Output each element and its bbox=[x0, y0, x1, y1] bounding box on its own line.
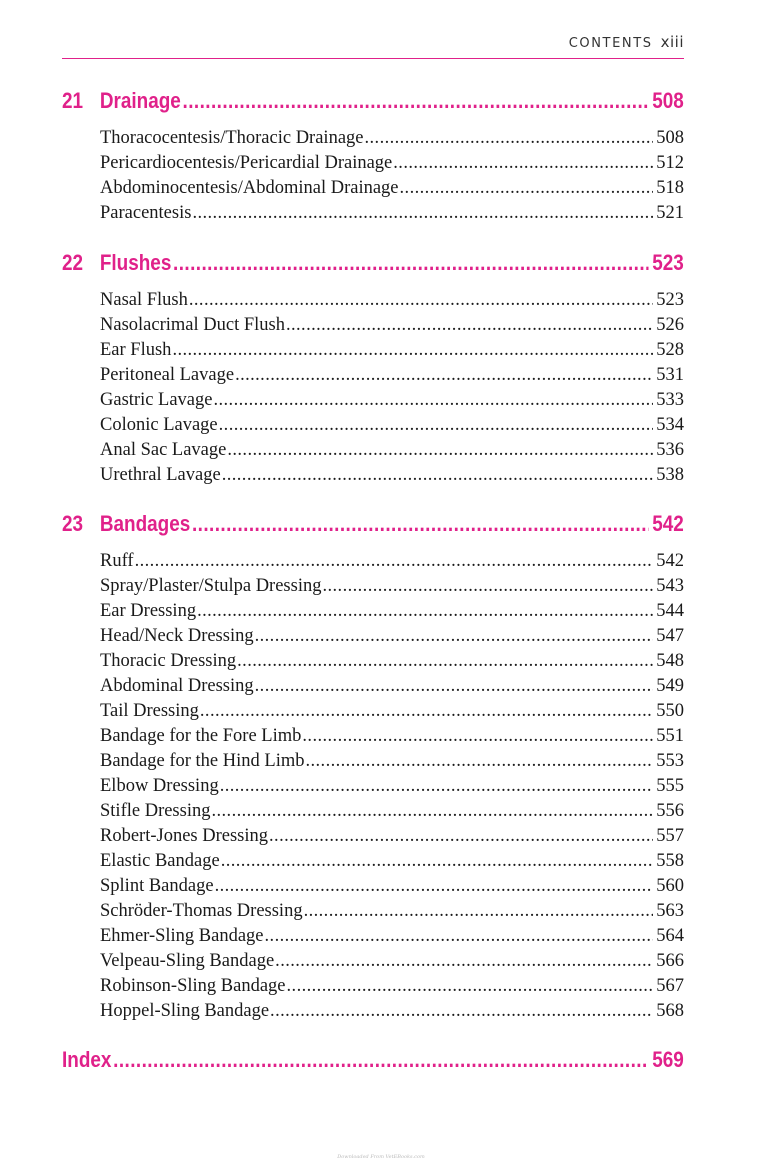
leader-dots bbox=[275, 951, 653, 972]
toc-entry[interactable] bbox=[100, 178, 684, 202]
chapter-title: Flushes bbox=[99, 250, 172, 275]
leader-dots bbox=[302, 726, 653, 747]
toc-entry[interactable] bbox=[100, 551, 684, 575]
entry-page: 550 bbox=[656, 701, 684, 721]
entry-page: 523 bbox=[656, 290, 684, 310]
entry-page: 547 bbox=[656, 626, 684, 646]
entry-label: Thoracocentesis/Thoracic Drainage bbox=[100, 128, 364, 148]
leader-dots bbox=[219, 415, 654, 436]
leader-dots bbox=[197, 601, 653, 622]
leader-dots bbox=[192, 203, 653, 224]
entry-label: Pericardiocentesis/Pericardial Drainage bbox=[100, 153, 393, 173]
toc-entry[interactable] bbox=[100, 926, 684, 950]
leader-dots bbox=[269, 826, 653, 847]
toc-entry[interactable] bbox=[100, 676, 684, 700]
leader-dots bbox=[183, 88, 649, 114]
entry-page: 538 bbox=[656, 465, 684, 485]
entry-label: Nasal Flush bbox=[100, 290, 188, 310]
leader-dots bbox=[189, 290, 653, 311]
leader-dots bbox=[255, 676, 654, 697]
entry-page: 558 bbox=[656, 851, 684, 871]
toc-entry[interactable] bbox=[100, 951, 684, 975]
leader-dots bbox=[220, 776, 654, 797]
entry-page: 556 bbox=[656, 801, 684, 821]
leader-dots bbox=[305, 751, 653, 772]
toc-entry[interactable] bbox=[100, 128, 684, 152]
entry-label: Ehmer-Sling Bandage bbox=[100, 926, 264, 946]
leader-dots bbox=[304, 901, 654, 922]
running-head-label: CONTENTS bbox=[568, 36, 653, 51]
entry-page: 533 bbox=[656, 390, 684, 410]
entry-page: 536 bbox=[656, 440, 684, 460]
toc-entry[interactable] bbox=[100, 726, 684, 750]
toc-entry[interactable] bbox=[100, 901, 684, 925]
entry-page: 542 bbox=[656, 551, 684, 571]
leader-dots bbox=[192, 511, 649, 537]
toc-entry[interactable] bbox=[100, 701, 684, 725]
leader-dots bbox=[393, 153, 653, 174]
entry-label: Nasolacrimal Duct Flush bbox=[100, 315, 285, 335]
entry-page: 518 bbox=[656, 178, 684, 198]
toc-entry[interactable] bbox=[100, 415, 684, 439]
leader-dots bbox=[227, 440, 653, 461]
page-folio: xiii bbox=[660, 33, 684, 51]
toc-entry[interactable] bbox=[100, 801, 684, 825]
entry-page: 534 bbox=[656, 415, 684, 435]
entry-label: Elastic Bandage bbox=[100, 851, 220, 871]
leader-dots bbox=[255, 626, 654, 647]
entry-label: Colonic Lavage bbox=[100, 415, 218, 435]
toc-entry[interactable] bbox=[100, 203, 684, 227]
entry-label: Hoppel-Sling Bandage bbox=[100, 1001, 270, 1021]
leader-dots bbox=[213, 390, 653, 411]
entry-label: Robert-Jones Dressing bbox=[100, 826, 269, 846]
leader-dots bbox=[286, 315, 653, 336]
toc-entry[interactable] bbox=[100, 365, 684, 389]
chapter-page: 542 bbox=[652, 511, 684, 536]
index-title: Index bbox=[62, 1047, 112, 1072]
entry-label: Spray/Plaster/Stulpa Dressing bbox=[100, 576, 322, 596]
toc-entry[interactable] bbox=[100, 776, 684, 800]
entry-page: 526 bbox=[656, 315, 684, 335]
entry-page: 553 bbox=[656, 751, 684, 771]
leader-dots bbox=[221, 851, 654, 872]
entry-label: Elbow Dressing bbox=[100, 776, 219, 796]
entry-label: Bandage for the Hind Limb bbox=[100, 751, 305, 771]
entry-label: Bandage for the Fore Limb bbox=[100, 726, 302, 746]
leader-dots bbox=[173, 250, 649, 276]
leader-dots bbox=[265, 926, 654, 947]
leader-dots bbox=[235, 365, 653, 386]
entry-label: Stifle Dressing bbox=[100, 801, 211, 821]
leader-dots bbox=[237, 651, 653, 672]
entry-label: Gastric Lavage bbox=[100, 390, 213, 410]
entry-label: Ear Dressing bbox=[100, 601, 197, 621]
toc-entry[interactable] bbox=[100, 851, 684, 875]
index-heading[interactable] bbox=[62, 1047, 684, 1077]
running-head bbox=[569, 33, 684, 51]
chapter-page: 523 bbox=[652, 250, 684, 275]
entry-label: Abdominocentesis/Abdominal Drainage bbox=[100, 178, 399, 198]
leader-dots bbox=[270, 1001, 653, 1022]
entry-label: Thoracic Dressing bbox=[100, 651, 237, 671]
entry-label: Tail Dressing bbox=[100, 701, 199, 721]
entry-label: Splint Bandage bbox=[100, 876, 214, 896]
entry-page: 549 bbox=[656, 676, 684, 696]
entry-page: 555 bbox=[656, 776, 684, 796]
chapter-page: 508 bbox=[652, 88, 684, 113]
toc-entry[interactable] bbox=[100, 153, 684, 177]
entry-label: Ruff bbox=[100, 551, 134, 571]
leader-dots bbox=[222, 465, 654, 486]
toc-entry[interactable] bbox=[100, 315, 684, 339]
entry-page: 548 bbox=[656, 651, 684, 671]
entry-page: 557 bbox=[656, 826, 684, 846]
toc-entry[interactable] bbox=[100, 826, 684, 850]
entry-label: Head/Neck Dressing bbox=[100, 626, 254, 646]
entry-page: 568 bbox=[656, 1001, 684, 1021]
toc-entry[interactable] bbox=[100, 576, 684, 600]
entry-page: 563 bbox=[656, 901, 684, 921]
toc-entry[interactable] bbox=[100, 601, 684, 625]
download-watermark: Downloaded From VetEBooks.com bbox=[337, 1154, 425, 1160]
toc-entry[interactable] bbox=[100, 1001, 684, 1025]
entry-label: Peritoneal Lavage bbox=[100, 365, 235, 385]
chapter-number: 22 bbox=[62, 250, 84, 275]
entry-page: 543 bbox=[656, 576, 684, 596]
entry-page: 528 bbox=[656, 340, 684, 360]
toc-entry[interactable] bbox=[100, 976, 684, 1000]
entry-label: Robinson-Sling Bandage bbox=[100, 976, 286, 996]
toc-entry[interactable] bbox=[100, 340, 684, 364]
leader-dots bbox=[200, 701, 653, 722]
chapter-number: 21 bbox=[62, 88, 84, 113]
entry-page: 508 bbox=[656, 128, 684, 148]
entry-label: Urethral Lavage bbox=[100, 465, 221, 485]
index-page: 569 bbox=[652, 1047, 684, 1072]
toc-entry[interactable] bbox=[100, 626, 684, 650]
entry-page: 566 bbox=[656, 951, 684, 971]
entry-label: Velpeau-Sling Bandage bbox=[100, 951, 275, 971]
entry-label: Anal Sac Lavage bbox=[100, 440, 227, 460]
chapter-heading-21[interactable] bbox=[62, 88, 684, 118]
leader-dots bbox=[113, 1047, 649, 1073]
entry-page: 521 bbox=[656, 203, 684, 223]
toc-entry[interactable] bbox=[100, 440, 684, 464]
toc-entry[interactable] bbox=[100, 751, 684, 775]
entry-label: Ear Flush bbox=[100, 340, 172, 360]
entry-page: 544 bbox=[656, 601, 684, 621]
leader-dots bbox=[365, 128, 654, 149]
entry-page: 567 bbox=[656, 976, 684, 996]
leader-dots bbox=[322, 576, 653, 597]
entry-page: 512 bbox=[656, 153, 684, 173]
entry-page: 531 bbox=[656, 365, 684, 385]
chapter-title: Bandages bbox=[99, 511, 191, 536]
leader-dots bbox=[400, 178, 654, 199]
chapter-title: Drainage bbox=[99, 88, 181, 113]
leader-dots bbox=[211, 801, 653, 822]
toc-entry[interactable] bbox=[100, 651, 684, 675]
leader-dots bbox=[287, 976, 654, 997]
leader-dots bbox=[215, 876, 654, 897]
entry-label: Paracentesis bbox=[100, 203, 192, 223]
leader-dots bbox=[135, 551, 654, 572]
leader-dots bbox=[172, 340, 653, 361]
chapter-heading-23[interactable] bbox=[62, 511, 684, 541]
entry-page: 560 bbox=[656, 876, 684, 896]
toc-entry[interactable] bbox=[100, 876, 684, 900]
chapter-heading-22[interactable] bbox=[62, 250, 684, 280]
entry-label: Abdominal Dressing bbox=[100, 676, 254, 696]
chapter-number: 23 bbox=[62, 511, 84, 536]
toc-entry[interactable] bbox=[100, 465, 684, 489]
toc-entry[interactable] bbox=[100, 290, 684, 314]
entry-page: 551 bbox=[656, 726, 684, 746]
entry-label: Schröder-Thomas Dressing bbox=[100, 901, 303, 921]
toc-entry[interactable] bbox=[100, 390, 684, 414]
entry-page: 564 bbox=[656, 926, 684, 946]
header-rule bbox=[62, 58, 684, 59]
